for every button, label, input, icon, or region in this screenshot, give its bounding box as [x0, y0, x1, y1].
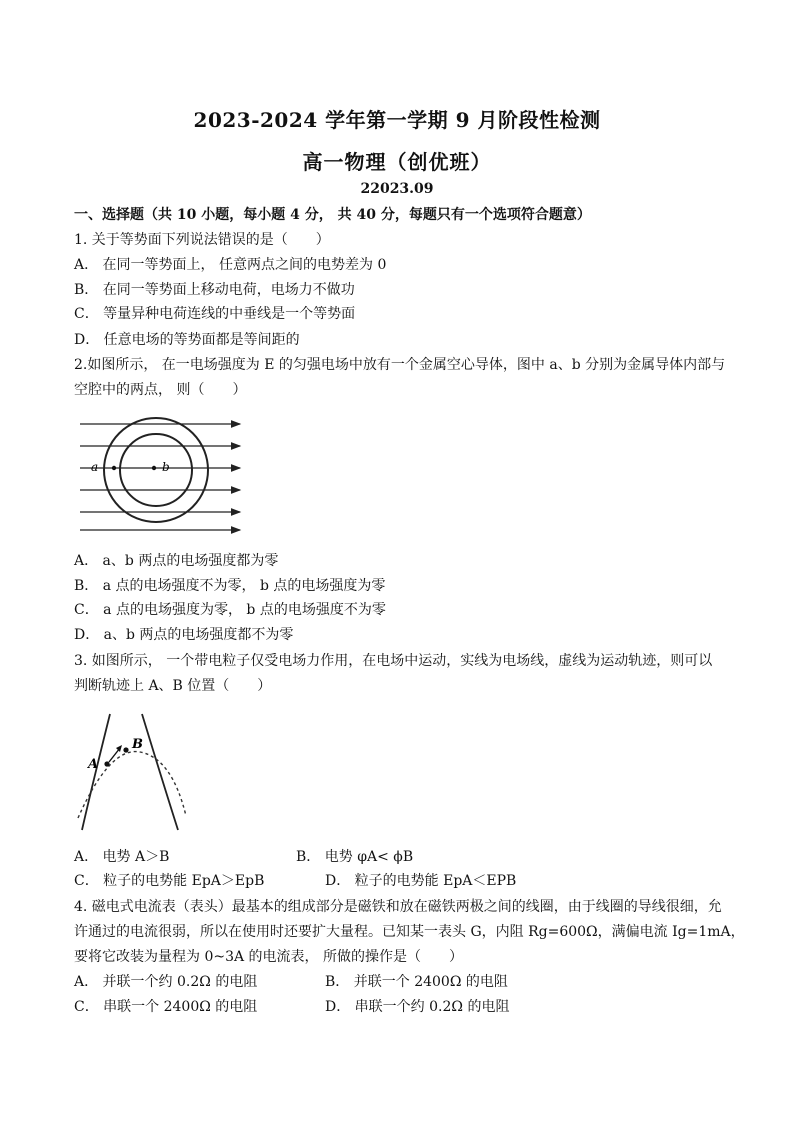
q3-figure [70, 706, 194, 836]
q1-option-b: B． 在同一等势面上移动电荷，电场力不做功 [74, 282, 355, 298]
q3-option-c: C． 粒子的电势能 EpA＞EpB [74, 873, 265, 889]
section-heading: 一、选择题（共 10 小题，每小题 4 分， 共 40 分，每题只有一个选项符合题意） [74, 207, 591, 223]
exam-date: 22023.09 [360, 181, 434, 197]
q1-stem: 1. 关于等势面下列说法错误的是（ ） [74, 232, 330, 248]
q1-option-c: C． 等量异种电荷连线的中垂线是一个等势面 [74, 306, 356, 322]
q2-option-d: D． a、b 两点的电场强度都不为零 [74, 627, 294, 643]
inner-cavity-circle [120, 434, 192, 506]
q1-option-a: A． 在同一等势面上， 任意两点之间的电势差为 0 [74, 257, 387, 273]
field-line-left [82, 714, 110, 830]
q2-option-b: B． a 点的电场强度不为零， b 点的电场强度为零 [74, 578, 386, 594]
q4-option-a: A． 并联一个约 0.2Ω 的电阻 [74, 974, 258, 990]
label-B: B [132, 737, 143, 752]
field-line-right [142, 714, 178, 830]
q2-figure [74, 408, 244, 538]
q4-stem-line3: 要将它改装为量程为 0~3A 的电流表， 所做的操作是（ ） [74, 949, 464, 965]
label-b: b [162, 460, 170, 474]
q3-stem-line1: 3. 如图所示， 一个带电粒子仅受电场力作用，在电场中运动，实线为电场线，虚线为运动轨迹，则可以 [74, 653, 713, 669]
point-b-dot [152, 466, 156, 470]
q3-option-d: D． 粒子的电势能 EpA＜EPB [325, 873, 517, 889]
exam-subtitle: 高一物理（创优班） [302, 150, 492, 174]
q1-option-d: D． 任意电场的等势面都是等间距的 [74, 332, 300, 348]
q2-stem-line1: 2.如图所示， 在一电场强度为 E 的匀强电场中放有一个金属空心导体，图中 a、b 分别为金属导体内部与 [74, 357, 726, 373]
label-a: a [91, 460, 99, 474]
point-A-dot [104, 761, 109, 766]
point-a-dot [112, 466, 116, 470]
q2-option-a: A． a、b 两点的电场强度都为零 [74, 553, 279, 569]
q4-option-c: C． 串联一个 2400Ω 的电阻 [74, 999, 258, 1015]
q3-option-b: B． 电势 φA< ϕB [296, 849, 414, 865]
q4-stem-line2: 许通过的电流很弱，所以在使用时还要扩大量程。已知某一表头 G，内阻 Rg=600Ω，满偏电流 Ig=1mA， [74, 924, 745, 940]
exam-title: 2023-2024 学年第一学期 9 月阶段性检测 [193, 108, 601, 132]
point-B-dot [123, 747, 128, 752]
q2-stem-line2: 空腔中的两点， 则（ ） [74, 382, 247, 398]
q3-option-a: A． 电势 A＞B [74, 849, 170, 865]
q3-stem-line2: 判断轨迹上 A、B 位置（ ） [74, 678, 272, 694]
label-A: A [88, 757, 99, 772]
q2-option-c: C． a 点的电场强度为零， b 点的电场强度不为零 [74, 602, 386, 618]
q4-option-d: D． 串联一个约 0.2Ω 的电阻 [325, 999, 510, 1015]
q4-stem-line1: 4. 磁电式电流表（表头）最基本的组成部分是磁铁和放在磁铁两极之间的线圈，由于线圈的导线很细，允 [74, 899, 722, 915]
q4-option-b: B． 并联一个 2400Ω 的电阻 [325, 974, 508, 990]
